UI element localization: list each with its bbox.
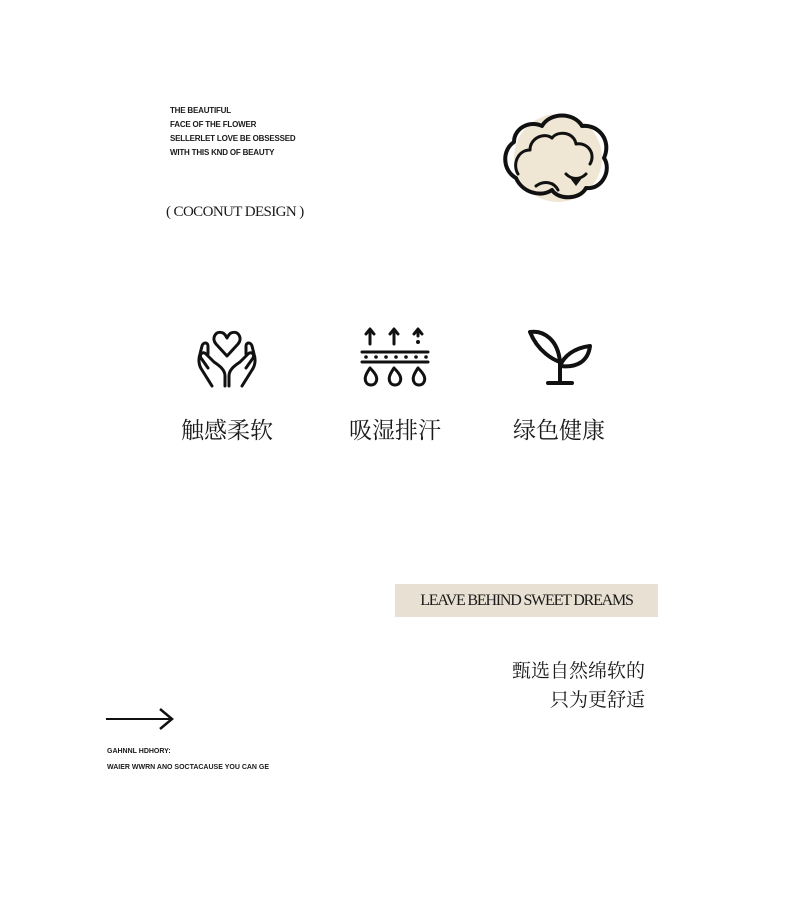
slogan [512, 657, 645, 715]
feature-item [494, 322, 624, 445]
feature-label: 触感柔软 [181, 418, 273, 444]
banner-label: LEAVE BEHIND SWEET DREAMS [420, 591, 633, 609]
tagline [170, 104, 296, 160]
feature-label: 吸湿排汗 [349, 418, 441, 444]
cotton-boll-icon [496, 108, 616, 204]
footnote-line: GAHNNL HDHORY: [107, 748, 171, 755]
feature-item [330, 322, 460, 445]
tagline-line: FACE OF THE FLOWER [170, 120, 257, 129]
moisture-wicking-icon [360, 322, 430, 392]
tagline-line: WITH THIS KND OF BEAUTY [170, 148, 275, 157]
feature-label: 绿色健康 [513, 418, 605, 444]
tagline-line: THE BEAUTIFUL [170, 106, 231, 115]
banner [395, 584, 658, 617]
feature-list [150, 322, 640, 452]
slogan-line: 只为更舒适 [549, 689, 645, 711]
feature-item [162, 322, 292, 445]
slogan-line: 甄选自然绵软的 [511, 660, 645, 682]
footnote [107, 744, 269, 776]
tagline-line: SELLERLET LOVE BE OBSESSED [170, 134, 296, 143]
bottom-band [0, 790, 790, 897]
brand-label: ( COCONUT DESIGN ) [166, 204, 304, 220]
sprout-icon [524, 322, 594, 392]
hands-heart-icon [192, 322, 262, 392]
arrow-right-icon [104, 707, 176, 736]
footnote-line: WAIER WWRN ANO SOCTACAUSE YOU CAN GE [107, 764, 270, 771]
